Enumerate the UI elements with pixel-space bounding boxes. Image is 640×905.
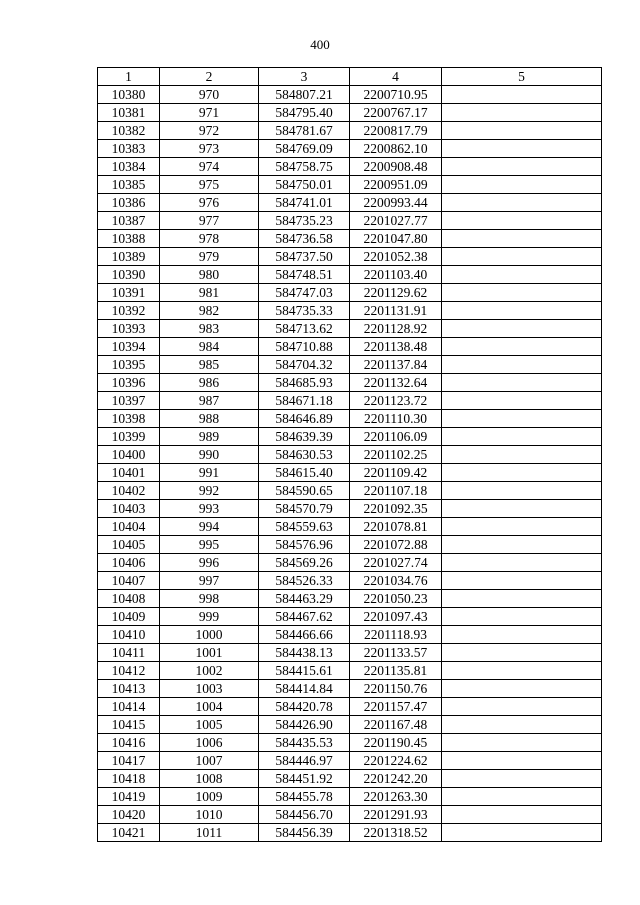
table-row: [98, 824, 602, 842]
table-cell-col-2: 994: [160, 518, 259, 536]
table-cell-col-3: 584467.62: [259, 608, 350, 626]
table-cell-col-3: 584639.39: [259, 428, 350, 446]
table-cell-col-3: 584747.03: [259, 284, 350, 302]
table-cell-col-1: 10403: [98, 500, 160, 518]
table-cell-col-1: 10382: [98, 122, 160, 140]
table-cell-col-3: 584735.23: [259, 212, 350, 230]
table-cell-col-5: [442, 608, 602, 626]
table-cell-col-4: 2201047.80: [350, 230, 442, 248]
table-cell-col-3: 584615.40: [259, 464, 350, 482]
table-cell-col-5: [442, 104, 602, 122]
table-cell-col-5: [442, 194, 602, 212]
table-cell-col-2: 983: [160, 320, 259, 338]
table-cell-col-2: 1007: [160, 752, 259, 770]
table-cell-col-4: 2200817.79: [350, 122, 442, 140]
table-cell-col-5: [442, 356, 602, 374]
table-cell-col-1: 10415: [98, 716, 160, 734]
table-cell-col-4: 2201050.23: [350, 590, 442, 608]
table-cell-col-5: [442, 338, 602, 356]
table-row: [98, 176, 602, 194]
table-cell-col-5: [442, 554, 602, 572]
column-header-4: 4: [350, 68, 442, 86]
table-cell-col-4: 2201133.57: [350, 644, 442, 662]
table-cell-col-4: 2201109.42: [350, 464, 442, 482]
table-cell-col-5: [442, 320, 602, 338]
table-cell-col-5: [442, 662, 602, 680]
table-cell-col-4: 2201138.48: [350, 338, 442, 356]
table-cell-col-4: 2201131.91: [350, 302, 442, 320]
table-cell-col-4: 2201157.47: [350, 698, 442, 716]
table-row: [98, 734, 602, 752]
table-cell-col-2: 1001: [160, 644, 259, 662]
table-cell-col-5: [442, 770, 602, 788]
column-header-3: 3: [259, 68, 350, 86]
table-cell-col-2: 1011: [160, 824, 259, 842]
table-cell-col-5: [442, 716, 602, 734]
table-cell-col-1: 10404: [98, 518, 160, 536]
table-cell-col-2: 996: [160, 554, 259, 572]
table-row: [98, 572, 602, 590]
table-row: [98, 662, 602, 680]
table-cell-col-3: 584685.93: [259, 374, 350, 392]
table-cell-col-4: 2201224.62: [350, 752, 442, 770]
table-cell-col-4: 2201027.77: [350, 212, 442, 230]
table-cell-col-3: 584576.96: [259, 536, 350, 554]
table-cell-col-4: 2201107.18: [350, 482, 442, 500]
table-row: [98, 464, 602, 482]
table-cell-col-3: 584446.97: [259, 752, 350, 770]
table-cell-col-1: 10410: [98, 626, 160, 644]
table-row: [98, 770, 602, 788]
table-cell-col-4: 2201318.52: [350, 824, 442, 842]
table-cell-col-2: 982: [160, 302, 259, 320]
table-cell-col-1: 10400: [98, 446, 160, 464]
page-number: 400: [310, 37, 330, 52]
table-cell-col-2: 984: [160, 338, 259, 356]
table-cell-col-5: [442, 806, 602, 824]
table-cell-col-1: 10383: [98, 140, 160, 158]
table-row: [98, 284, 602, 302]
table-cell-col-2: 1009: [160, 788, 259, 806]
table-cell-col-3: 584736.58: [259, 230, 350, 248]
table-cell-col-4: 2201078.81: [350, 518, 442, 536]
table-cell-col-2: 1008: [160, 770, 259, 788]
table-cell-col-5: [442, 446, 602, 464]
table-cell-col-2: 998: [160, 590, 259, 608]
table-cell-col-2: 997: [160, 572, 259, 590]
table-cell-col-3: 584807.21: [259, 86, 350, 104]
table-cell-col-2: 986: [160, 374, 259, 392]
table-cell-col-5: [442, 122, 602, 140]
table-cell-col-2: 971: [160, 104, 259, 122]
table-row: [98, 716, 602, 734]
table-cell-col-3: 584630.53: [259, 446, 350, 464]
table-cell-col-4: 2201135.81: [350, 662, 442, 680]
table-cell-col-4: 2201128.92: [350, 320, 442, 338]
table-cell-col-3: 584451.92: [259, 770, 350, 788]
table-cell-col-1: 10416: [98, 734, 160, 752]
table-cell-col-5: [442, 500, 602, 518]
table-cell-col-3: 584750.01: [259, 176, 350, 194]
table-cell-col-3: 584415.61: [259, 662, 350, 680]
table-cell-col-2: 987: [160, 392, 259, 410]
header-row: [98, 68, 602, 86]
table-cell-col-1: 10421: [98, 824, 160, 842]
table-cell-col-1: 10405: [98, 536, 160, 554]
table-cell-col-5: [442, 572, 602, 590]
table-cell-col-4: 2200993.44: [350, 194, 442, 212]
table-cell-col-1: 10406: [98, 554, 160, 572]
table-cell-col-4: 2201137.84: [350, 356, 442, 374]
table-row: [98, 680, 602, 698]
table-row: [98, 356, 602, 374]
table-row: [98, 608, 602, 626]
table-cell-col-2: 999: [160, 608, 259, 626]
table-cell-col-4: 2201123.72: [350, 392, 442, 410]
table-cell-col-1: 10414: [98, 698, 160, 716]
table-row: [98, 626, 602, 644]
table-row: [98, 338, 602, 356]
table-cell-col-5: [442, 824, 602, 842]
table-cell-col-2: 992: [160, 482, 259, 500]
table-cell-col-5: [442, 140, 602, 158]
table-cell-col-2: 975: [160, 176, 259, 194]
table-cell-col-2: 977: [160, 212, 259, 230]
table-cell-col-5: [442, 464, 602, 482]
table-cell-col-5: [442, 644, 602, 662]
column-header-1: 1: [98, 68, 160, 86]
table-row: [98, 410, 602, 428]
table-row: [98, 392, 602, 410]
table-cell-col-4: 2201132.64: [350, 374, 442, 392]
table-cell-col-3: 584646.89: [259, 410, 350, 428]
table-cell-col-5: [442, 626, 602, 644]
table-row: [98, 122, 602, 140]
table-row: [98, 554, 602, 572]
table-cell-col-2: 1000: [160, 626, 259, 644]
table-row: [98, 644, 602, 662]
table-cell-col-3: 584570.79: [259, 500, 350, 518]
table-row: [98, 590, 602, 608]
table-row: [98, 374, 602, 392]
table-cell-col-2: 972: [160, 122, 259, 140]
table-cell-col-5: [442, 482, 602, 500]
table-row: [98, 140, 602, 158]
table-cell-col-1: 10407: [98, 572, 160, 590]
table-cell-col-5: [442, 410, 602, 428]
table-cell-col-3: 584456.39: [259, 824, 350, 842]
table-row: [98, 302, 602, 320]
table-cell-col-4: 2201034.76: [350, 572, 442, 590]
table-cell-col-4: 2201129.62: [350, 284, 442, 302]
table-row: [98, 500, 602, 518]
table-cell-col-4: 2201102.25: [350, 446, 442, 464]
table-cell-col-3: 584748.51: [259, 266, 350, 284]
table-cell-col-3: 584569.26: [259, 554, 350, 572]
table-cell-col-2: 985: [160, 356, 259, 374]
table-cell-col-2: 995: [160, 536, 259, 554]
table-cell-col-4: 2200710.95: [350, 86, 442, 104]
table-cell-col-5: [442, 788, 602, 806]
table-cell-col-2: 973: [160, 140, 259, 158]
table-cell-col-3: 584438.13: [259, 644, 350, 662]
table-row: [98, 482, 602, 500]
table-cell-col-1: 10389: [98, 248, 160, 266]
table-cell-col-1: 10417: [98, 752, 160, 770]
table-cell-col-4: 2200767.17: [350, 104, 442, 122]
table-cell-col-4: 2200951.09: [350, 176, 442, 194]
table-cell-col-5: [442, 158, 602, 176]
table-cell-col-4: 2201072.88: [350, 536, 442, 554]
table-row: [98, 194, 602, 212]
table-cell-col-1: 10390: [98, 266, 160, 284]
table-row: [98, 266, 602, 284]
table-cell-col-1: 10408: [98, 590, 160, 608]
table-cell-col-2: 1006: [160, 734, 259, 752]
table-cell-col-5: [442, 392, 602, 410]
table-cell-col-1: 10402: [98, 482, 160, 500]
table-cell-col-1: 10393: [98, 320, 160, 338]
table-cell-col-2: 989: [160, 428, 259, 446]
table-row: [98, 752, 602, 770]
table-cell-col-4: 2201291.93: [350, 806, 442, 824]
table-cell-col-4: 2201150.76: [350, 680, 442, 698]
table-cell-col-5: [442, 680, 602, 698]
table-cell-col-1: 10401: [98, 464, 160, 482]
table-cell-col-3: 584710.88: [259, 338, 350, 356]
table-cell-col-5: [442, 266, 602, 284]
table-row: [98, 320, 602, 338]
table-cell-col-5: [442, 230, 602, 248]
table-cell-col-4: 2201167.48: [350, 716, 442, 734]
table-cell-col-1: 10394: [98, 338, 160, 356]
table-cell-col-2: 1003: [160, 680, 259, 698]
table-cell-col-4: 2201097.43: [350, 608, 442, 626]
table-cell-col-2: 1004: [160, 698, 259, 716]
column-header-2: 2: [160, 68, 259, 86]
table-cell-col-3: 584795.40: [259, 104, 350, 122]
table-cell-col-3: 584526.33: [259, 572, 350, 590]
table-cell-col-4: 2200908.48: [350, 158, 442, 176]
table-cell-col-1: 10418: [98, 770, 160, 788]
table-row: [98, 248, 602, 266]
table-cell-col-2: 979: [160, 248, 259, 266]
table-cell-col-5: [442, 302, 602, 320]
table-cell-col-4: 2201263.30: [350, 788, 442, 806]
table-cell-col-1: 10409: [98, 608, 160, 626]
table-cell-col-2: 988: [160, 410, 259, 428]
table-row: [98, 806, 602, 824]
table-cell-col-2: 974: [160, 158, 259, 176]
table-cell-col-1: 10380: [98, 86, 160, 104]
table-row: [98, 518, 602, 536]
table-cell-col-1: 10391: [98, 284, 160, 302]
table-cell-col-4: 2201052.38: [350, 248, 442, 266]
table-cell-col-5: [442, 212, 602, 230]
table-cell-col-4: 2201118.93: [350, 626, 442, 644]
table-row: [98, 446, 602, 464]
table-cell-col-1: 10388: [98, 230, 160, 248]
table-cell-col-5: [442, 176, 602, 194]
table-cell-col-2: 980: [160, 266, 259, 284]
table-cell-col-1: 10419: [98, 788, 160, 806]
table-cell-col-2: 1002: [160, 662, 259, 680]
table-cell-col-1: 10392: [98, 302, 160, 320]
table-cell-col-1: 10413: [98, 680, 160, 698]
table-cell-col-5: [442, 752, 602, 770]
table-cell-col-2: 1005: [160, 716, 259, 734]
table-cell-col-3: 584466.66: [259, 626, 350, 644]
table-cell-col-1: 10395: [98, 356, 160, 374]
table-cell-col-2: 981: [160, 284, 259, 302]
table-cell-col-1: 10387: [98, 212, 160, 230]
table-cell-col-1: 10399: [98, 428, 160, 446]
table-row: [98, 104, 602, 122]
table-row: [98, 212, 602, 230]
table-cell-col-1: 10386: [98, 194, 160, 212]
table-cell-col-3: 584420.78: [259, 698, 350, 716]
table-cell-col-5: [442, 698, 602, 716]
table-cell-col-1: 10385: [98, 176, 160, 194]
table-cell-col-1: 10420: [98, 806, 160, 824]
table-cell-col-1: 10397: [98, 392, 160, 410]
table-cell-col-4: 2201092.35: [350, 500, 442, 518]
column-header-5: 5: [442, 68, 602, 86]
table-cell-col-5: [442, 518, 602, 536]
table-cell-col-1: 10411: [98, 644, 160, 662]
table-cell-col-4: 2200862.10: [350, 140, 442, 158]
table-row: [98, 536, 602, 554]
table-row: [98, 698, 602, 716]
table-cell-col-3: 584758.75: [259, 158, 350, 176]
table-cell-col-3: 584456.70: [259, 806, 350, 824]
table-cell-col-2: 1010: [160, 806, 259, 824]
table-cell-col-4: 2201106.09: [350, 428, 442, 446]
table-cell-col-5: [442, 284, 602, 302]
table-cell-col-3: 584590.65: [259, 482, 350, 500]
table-cell-col-3: 584713.62: [259, 320, 350, 338]
table-body: [98, 86, 602, 842]
coordinates-table: [97, 67, 602, 842]
table-cell-col-4: 2201242.20: [350, 770, 442, 788]
table-cell-col-3: 584737.50: [259, 248, 350, 266]
table-cell-col-3: 584414.84: [259, 680, 350, 698]
table-cell-col-2: 978: [160, 230, 259, 248]
table-cell-col-3: 584455.78: [259, 788, 350, 806]
table-cell-col-3: 584704.32: [259, 356, 350, 374]
table-row: [98, 86, 602, 104]
table-cell-col-5: [442, 734, 602, 752]
table-cell-col-4: 2201110.30: [350, 410, 442, 428]
table-cell-col-1: 10412: [98, 662, 160, 680]
table-cell-col-3: 584769.09: [259, 140, 350, 158]
table-cell-col-3: 584463.29: [259, 590, 350, 608]
table-cell-col-5: [442, 374, 602, 392]
table-cell-col-1: 10396: [98, 374, 160, 392]
table-cell-col-5: [442, 590, 602, 608]
table-cell-col-2: 993: [160, 500, 259, 518]
table-cell-col-5: [442, 248, 602, 266]
table-cell-col-4: 2201103.40: [350, 266, 442, 284]
table-cell-col-3: 584435.53: [259, 734, 350, 752]
table-row: [98, 230, 602, 248]
table-row: [98, 428, 602, 446]
table-cell-col-5: [442, 536, 602, 554]
table-cell-col-3: 584559.63: [259, 518, 350, 536]
table-cell-col-2: 976: [160, 194, 259, 212]
table-cell-col-3: 584781.67: [259, 122, 350, 140]
table-cell-col-2: 970: [160, 86, 259, 104]
table-cell-col-3: 584426.90: [259, 716, 350, 734]
table-cell-col-4: 2201027.74: [350, 554, 442, 572]
table-header: [98, 68, 602, 86]
table-cell-col-1: 10398: [98, 410, 160, 428]
table-row: [98, 158, 602, 176]
table-cell-col-3: 584741.01: [259, 194, 350, 212]
table-cell-col-4: 2201190.45: [350, 734, 442, 752]
table-cell-col-5: [442, 86, 602, 104]
table-cell-col-1: 10384: [98, 158, 160, 176]
table-cell-col-2: 991: [160, 464, 259, 482]
table-cell-col-3: 584735.33: [259, 302, 350, 320]
table-cell-col-1: 10381: [98, 104, 160, 122]
table-cell-col-3: 584671.18: [259, 392, 350, 410]
table-cell-col-5: [442, 428, 602, 446]
table-row: [98, 788, 602, 806]
table-cell-col-2: 990: [160, 446, 259, 464]
